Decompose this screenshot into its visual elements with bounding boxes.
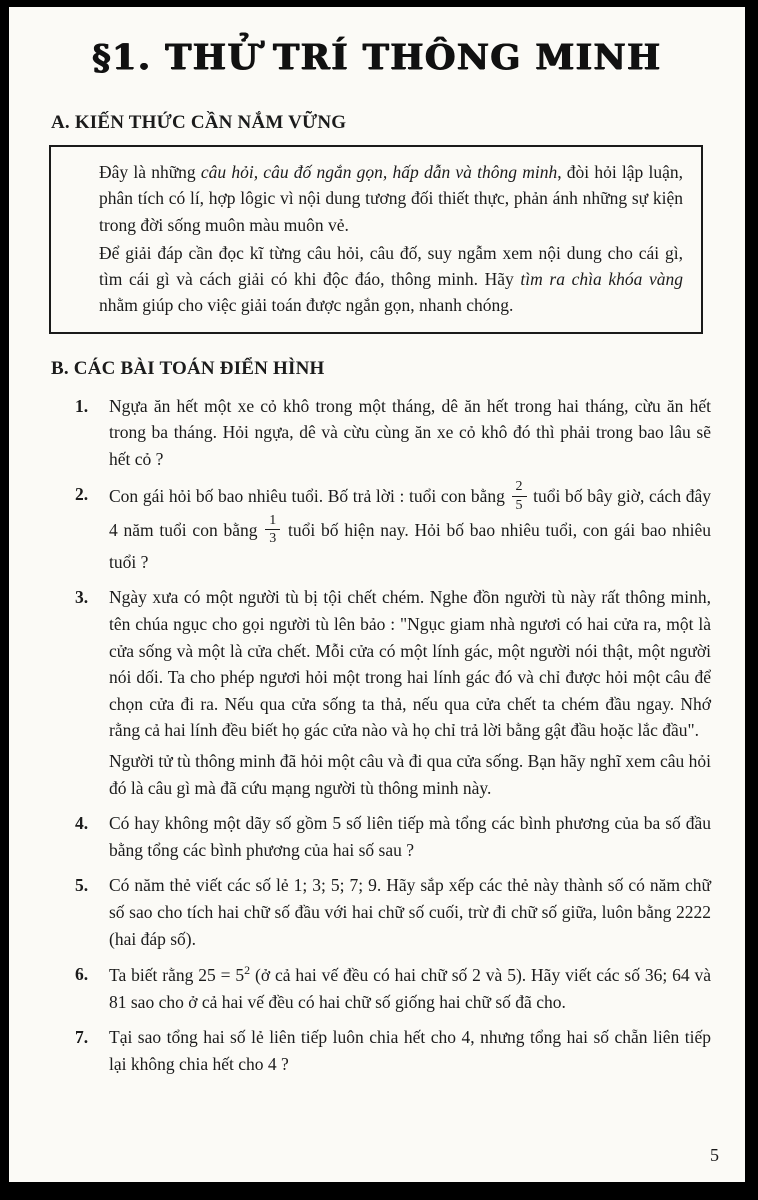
text-segment: (ở cả hai vế đều có hai chữ số 2 và 5). Hãy viết các số 36; 64 và 81 sao cho ở cả hai vế đều có hai chữ số giống hai chữ số đã cho. [109,964,711,1012]
problem-text: Ngựa ăn hết một xe cỏ khô trong một tháng, dê ăn hết trong hai tháng, cừu ăn hết trong ba tháng. Hỏi ngựa, dê và cừu cùng ăn xe cỏ khô đó thì phải trong bao lâu sẽ hết cỏ ? [109,395,711,469]
problem-number: 5. [75,875,89,896]
italic-text-segment: câu hỏi, câu đố ngắn gọn, hấp dẫn và thông minh [200,162,558,182]
problem-2 [75,481,711,575]
fraction-one-third [263,513,282,547]
problem-3-paragraph-2: Người tử tù thông minh đã hỏi một câu và đi qua cửa sống. Bạn hãy nghĩ xem câu hỏi đó là câu gì mà đã cứu mạng người tù thông minh này. [109,751,711,798]
text-segment: , đòi hỏi lập luận, phân tích có lí, hợp lôgic vì nội dung tương đối thiết thực, phản ánh những sự kiện trong đời sống muôn màu muôn vẻ. [99,162,683,235]
problem-number: 6. [75,964,89,985]
problem-3 [75,584,711,801]
problem-number: 2. [75,484,89,505]
fraction-denominator: 5 [515,497,523,513]
text-segment: Đây là những [99,162,201,182]
text-segment: tuổi bố hiện nay. Hỏi bố bao nhiêu tuổi, con gái bao nhiêu tuổi ? [109,519,711,572]
fraction-numerator: 2 [512,479,527,496]
problem-text [109,961,711,1015]
problem-number: 1. [75,395,89,416]
problem-1 [75,393,711,473]
text-segment: tuổi bố bây giờ, cách đây 4 năm tuổi con bằng [109,486,711,540]
book-page [9,7,745,1182]
section-b-heading: B. CÁC BÀI TOÁN ĐIỂN HÌNH [51,357,325,379]
fraction-denominator: 3 [269,531,277,547]
exponent: 2 [244,963,251,978]
knowledge-paragraph-2 [99,240,683,319]
fraction-two-fifths [510,479,529,513]
text-segment: Con gái hỏi bố bao nhiêu tuổi. Bố trả lời : tuổi con bằng [109,486,510,507]
chapter-title: §1. THỬ TRÍ THÔNG MINH [92,37,662,78]
problem-3-paragraph-1: Ngày xưa có một người tù bị tội chết chém. Nghe đồn người tù này rất thông minh, tên chúa ngục cho gọi người tù lên bảo : "Ngục giam nhà ngươi có hai cửa ra, một là cửa sống và một là cửa chết. Mỗi cửa có một lính gác, một người nói thật, một người nói dối. Ta cho phép ngươi hỏi một trong hai lính gác đó và chỉ được hỏi một câu để chọn cửa đi ra. Nếu qua cửa sống ta thả, nếu qua cửa chết ta chém đầu ngay. Nhớ rằng cả hai lính đều biết họ gác cửa nào và họ chỉ trả lời bằng gật đầu hoặc lắc đầu". [109,587,711,741]
problem-text [109,584,711,801]
italic-text-segment: tìm ra chìa khóa vàng [520,269,684,289]
text-segment: nhằm giúp cho việc giải toán được ngắn gọn, nhanh chóng. [99,295,514,316]
section-a-heading: A. KIẾN THỨC CẦN NẮM VỮNG [51,112,347,133]
problem-list [75,393,711,1078]
problem-number: 3. [75,587,89,608]
text-segment: Ta biết rằng 25 = 5 [109,964,245,985]
problem-number: 7. [75,1027,89,1048]
problem-5 [75,872,711,952]
fraction-numerator: 1 [265,513,280,530]
problem-number: 4. [75,813,89,834]
knowledge-paragraph-1 [99,159,683,238]
page-number: 5 [710,1145,719,1165]
problem-7 [75,1024,711,1077]
problem-4 [75,810,711,863]
knowledge-box [49,145,703,334]
problem-text [109,481,711,575]
problem-text: Có hay không một dãy số gồm 5 số liên tiếp mà tổng các bình phương của ba số đầu bằng tổng các bình phương của hai số sau ? [109,813,711,860]
problem-6 [75,961,711,1015]
problem-text: Tại sao tổng hai số lẻ liên tiếp luôn chia hết cho 4, nhưng tổng hai số chẵn liên tiếp lại không chia hết cho 4 ? [109,1027,711,1074]
problem-text: Có năm thẻ viết các số lẻ 1; 3; 5; 7; 9. Hãy sắp xếp các thẻ này thành số có năm chữ số sao cho tích hai chữ số đầu với hai chữ số cuối, trừ đi chữ số giữa, luôn bằng 2222 (hai đáp số). [109,875,711,949]
text-segment: Để giải đáp cần đọc kĩ từng câu hỏi, câu đố, suy ngẫm xem nội dung cho cái gì, tìm cái gì và cách giải có khi độc đáo, thông minh. Hãy [99,242,683,289]
